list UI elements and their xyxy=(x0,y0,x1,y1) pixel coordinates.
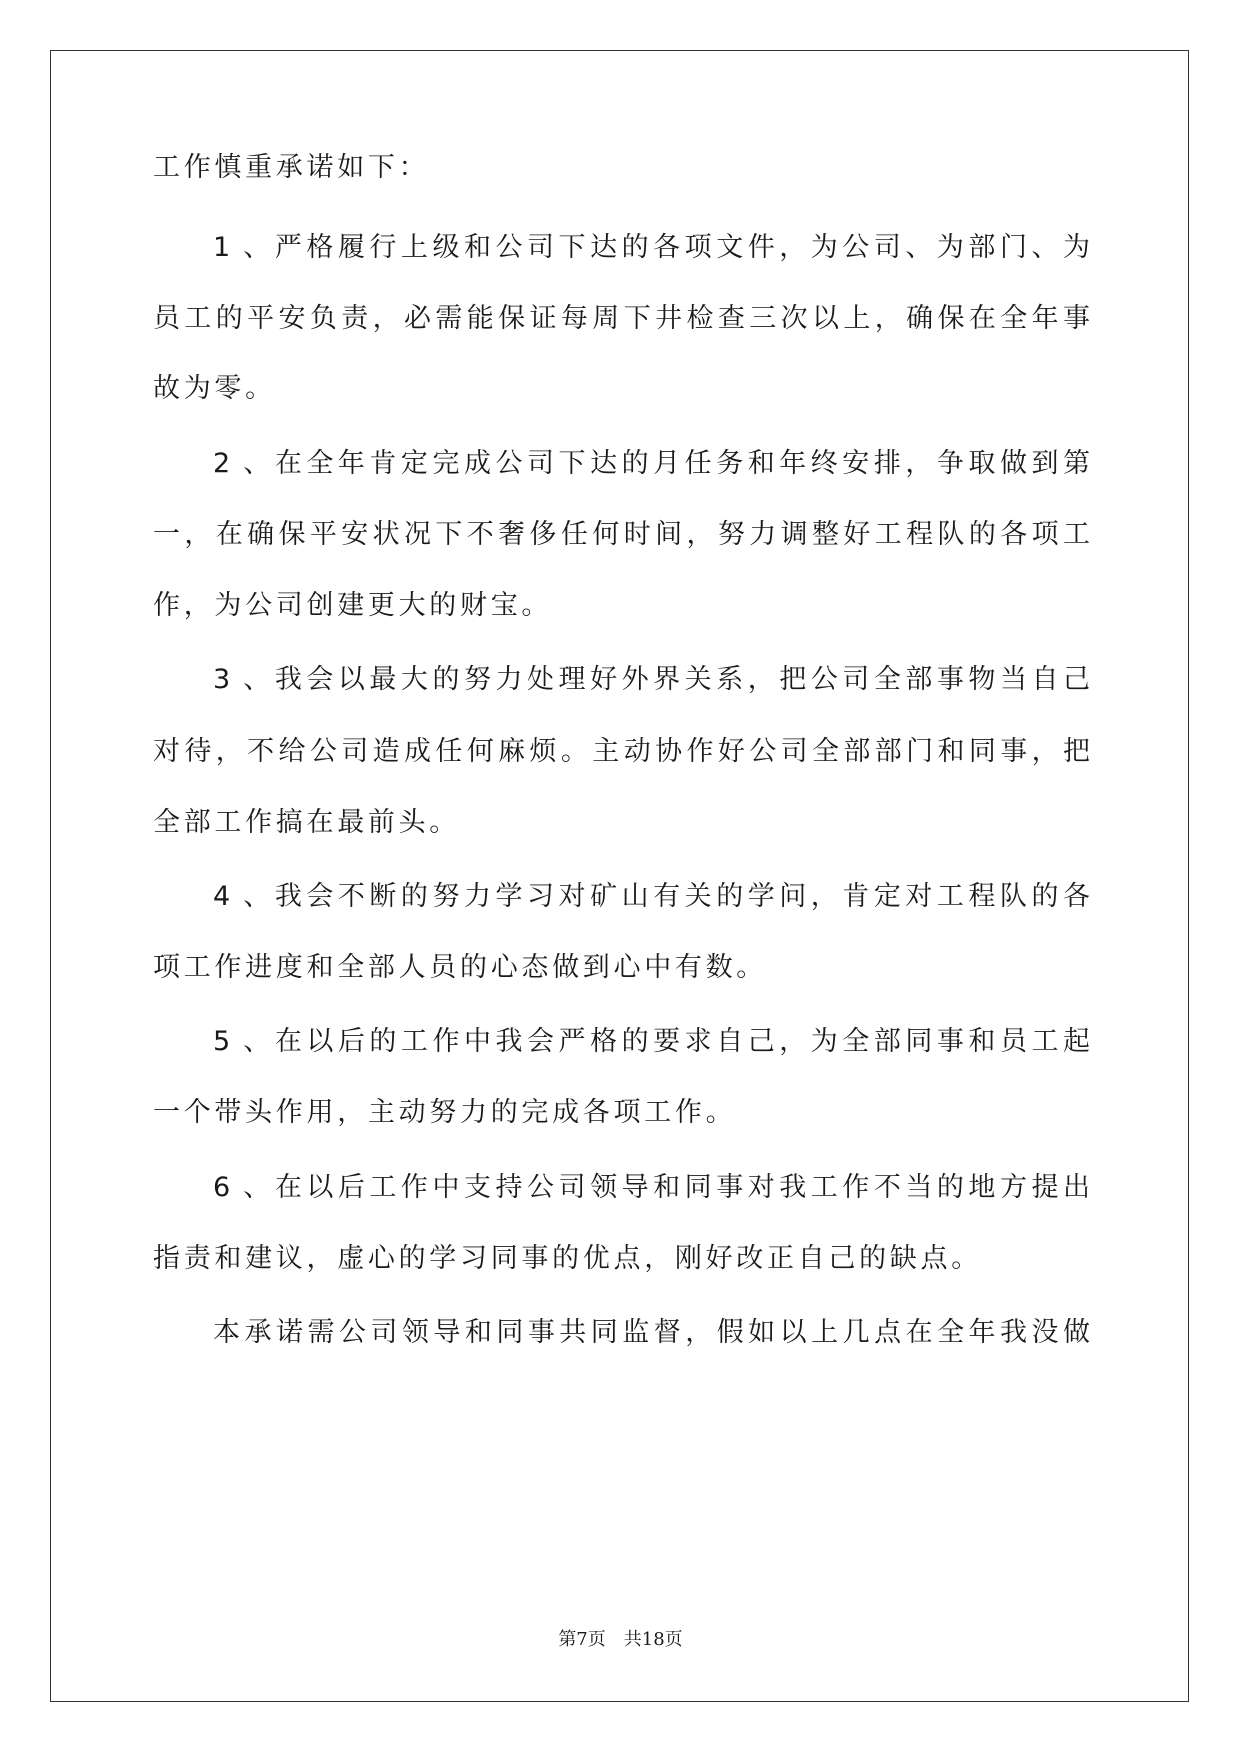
text-line: 故为零。 xyxy=(153,373,276,404)
text-line: 2 、在全年肯定完成公司下达的月任务和年终安排，争取做到第 xyxy=(213,448,1090,479)
text-line: 工作慎重承诺如下： xyxy=(153,152,430,183)
text-line: 指责和建议，虚心的学习同事的优点，刚好改正自己的缺点。 xyxy=(153,1243,982,1274)
text-line: 一，在确保平安状况下不奢侈任何时间，努力调整好工程队的各项工 xyxy=(153,519,1090,550)
text-line: 作，为公司创建更大的财宝。 xyxy=(153,590,553,621)
text-line: 一个带头作用，主动努力的完成各项工作。 xyxy=(153,1097,737,1128)
text-line: 3 、我会以最大的努力处理好外界关系，把公司全部事物当自己 xyxy=(213,664,1090,695)
text-line: 对待，不给公司造成任何麻烦。主动协作好公司全部部门和同事，把 xyxy=(153,736,1090,767)
text-line: 全部工作搞在最前头。 xyxy=(153,807,460,838)
text-line: 1 、严格履行上级和公司下达的各项文件，为公司、为部门、为 xyxy=(213,232,1090,263)
text-line: 项工作进度和全部人员的心态做到心中有数。 xyxy=(153,952,767,983)
text-line: 本承诺需公司领导和同事共同监督，假如以上几点在全年我没做 xyxy=(213,1317,1090,1348)
text-line: 5 、在以后的工作中我会严格的要求自己，为全部同事和员工起 xyxy=(213,1026,1090,1057)
text-line: 员工的平安负责，必需能保证每周下井检查三次以上，确保在全年事 xyxy=(153,303,1090,334)
text-line: 4 、我会不断的努力学习对矿山有关的学问，肯定对工程队的各 xyxy=(213,881,1090,912)
text-line: 6 、在以后工作中支持公司领导和同事对我工作不当的地方提出 xyxy=(213,1172,1090,1203)
page-number: 第7页 共18页 xyxy=(558,1629,683,1650)
page-border xyxy=(50,50,1189,1702)
